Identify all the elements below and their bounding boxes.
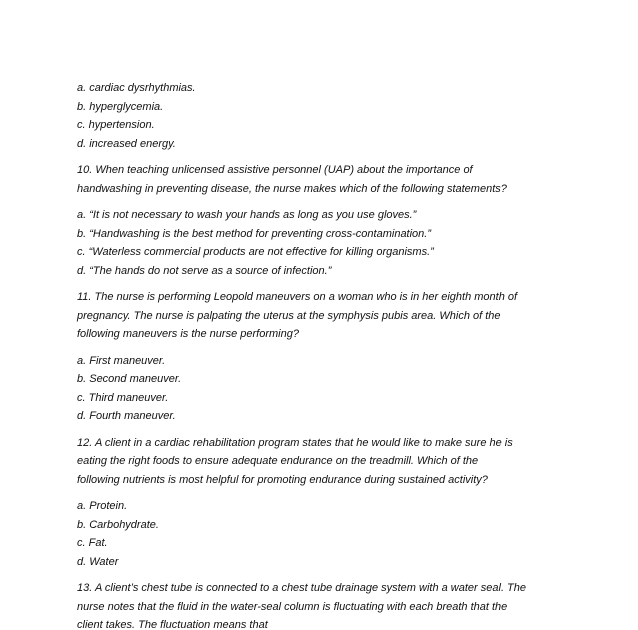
question-stem-line: 11. The nurse is performing Leopold maneuvers on a woman who is in her eighth month of (77, 291, 518, 303)
spacer (77, 153, 577, 161)
option-a: a. “It is not necessary to wash your hands as long as you use gloves.” (77, 209, 417, 221)
question-stem-line: following nutrients is most helpful for promoting endurance during sustained activity? (77, 473, 488, 486)
spacer (77, 344, 577, 352)
spacer (77, 280, 577, 288)
option-a: a. Protein. (77, 500, 128, 512)
question-12-options (77, 497, 577, 571)
question-stem-line: 12. A client in a cardiac rehabilitation program states that he would like to make sure he is (77, 436, 513, 449)
question-stem-line: 13. A client’s chest tube is connected to a chest tube drainage system with a water seal. The (77, 582, 527, 594)
option-c: c. “Waterless commercial products are not effective for killing organisms.” (77, 246, 434, 258)
question-stem-line: following maneuvers is the nurse performing? (77, 328, 299, 340)
question-10 (77, 161, 577, 198)
question-13 (77, 579, 577, 630)
option-d: d. Fourth maneuver. (77, 410, 176, 422)
option-c: c. Third maneuver. (77, 391, 169, 404)
option-a: a. cardiac dysrhythmias. (77, 82, 196, 94)
question-12 (77, 434, 577, 490)
document-body (77, 79, 577, 630)
question-stem-line: handwashing in preventing disease, the nurse makes which of the following statements? (77, 182, 507, 195)
option-b: b. Carbohydrate. (77, 518, 159, 531)
question-stem-line: client takes. The fluctuation means that (77, 619, 268, 630)
question-stem-line: pregnancy. The nurse is palpating the uterus at the symphysis pubis area. Which of the (77, 309, 501, 322)
option-b: b. “Handwashing is the best method for preventing cross-contamination.” (77, 227, 432, 240)
option-c: c. Fat. (77, 537, 108, 549)
spacer (77, 198, 577, 206)
question-11 (77, 288, 577, 344)
spacer (77, 426, 577, 434)
question-stem-line: eating the right foods to ensure adequate endurance on the treadmill. Which of the (77, 455, 479, 467)
option-b: b. Second maneuver. (77, 373, 182, 385)
option-c: c. hypertension. (77, 119, 155, 131)
option-a: a. First maneuver. (77, 354, 166, 367)
option-d: d. Water (77, 555, 119, 568)
spacer (77, 571, 577, 579)
option-b: b. hyperglycemia. (77, 100, 164, 113)
option-d: d. “The hands do not serve as a source of infection.” (77, 264, 332, 277)
spacer (77, 489, 577, 497)
option-d: d. increased energy. (77, 137, 176, 150)
question-stem-line: nurse notes that the fluid in the water-seal column is fluctuating with each breath that the (77, 600, 508, 613)
question-9-options (77, 79, 577, 153)
question-11-options (77, 352, 577, 426)
question-10-options (77, 206, 577, 280)
question-stem-line: 10. When teaching unlicensed assistive personnel (UAP) about the importance of (77, 164, 473, 176)
